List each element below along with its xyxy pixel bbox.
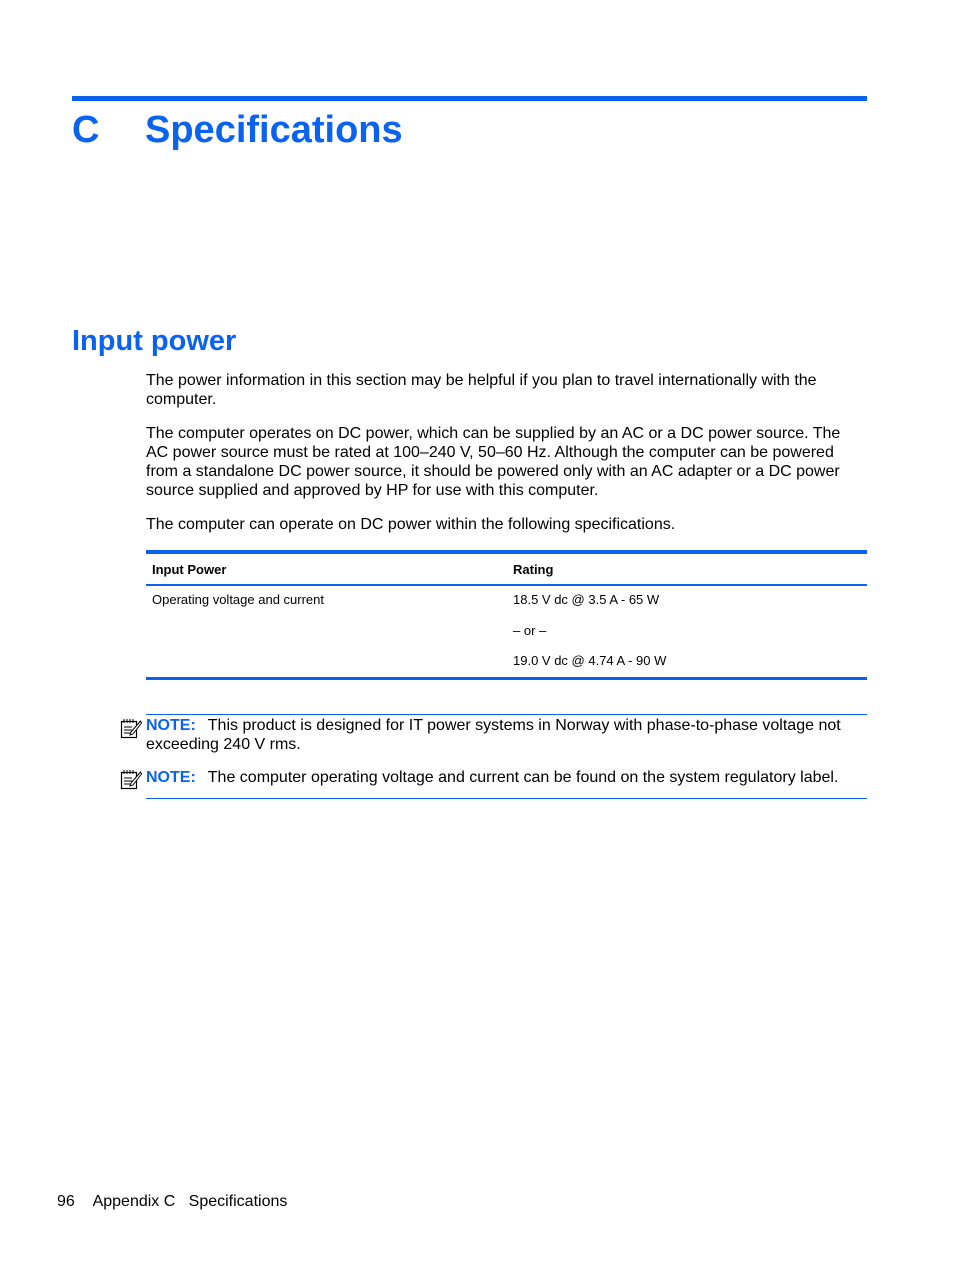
note-text: This product is designed for IT power systems in Norway with phase-to-phase voltage not exceeding 240 V rms.: [146, 717, 841, 753]
chapter-rule: [72, 96, 867, 101]
note-label: NOTE:: [146, 769, 196, 786]
paragraph-intro: The power information in this section may be helpful if you plan to travel internationally with the computer.: [146, 372, 817, 408]
paragraph-specs-lead: The computer can operate on DC power within the following specifications.: [146, 516, 676, 533]
note-label: NOTE:: [146, 717, 196, 734]
page-footer: [57, 1192, 287, 1211]
table-header-rating: Rating: [513, 561, 554, 577]
note-icon: [120, 717, 142, 739]
footer-title: Specifications: [188, 1193, 288, 1210]
rating-90w: 19.0 V dc @ 4.74 A - 90 W: [513, 653, 667, 668]
table-header-input-power: Input Power: [152, 561, 227, 577]
table-cell-ratings: [507, 586, 867, 677]
footer-appendix-label: Appendix C: [92, 1193, 176, 1210]
rating-or: – or –: [513, 622, 547, 638]
chapter-title: Specifications: [145, 109, 403, 151]
note-regulatory-label: [146, 766, 867, 799]
rating-65w: 18.5 V dc @ 3.5 A - 65 W: [513, 592, 660, 607]
note-text: The computer operating voltage and current can be found on the system regulatory label.: [207, 769, 839, 786]
table-header-row: [146, 554, 867, 586]
section-title: Input power: [72, 325, 237, 357]
page-number: 96: [57, 1193, 75, 1210]
table-cell-label: Operating voltage and current: [152, 592, 324, 607]
note-norway: [146, 714, 867, 757]
table-row: [146, 586, 867, 677]
note-icon: [120, 768, 142, 790]
chapter-letter: C: [72, 109, 100, 151]
input-power-table: [146, 550, 867, 680]
paragraph-dc-power: The computer operates on DC power, which can be supplied by an AC or a DC power source. The AC power source must be rated at 100–240 V, 50–60 Hz. Although the computer can be powered from a standalone DC power source, it should be powered only with an AC adapter or a DC power source supplied and approved by HP for use with this computer.: [146, 425, 841, 499]
